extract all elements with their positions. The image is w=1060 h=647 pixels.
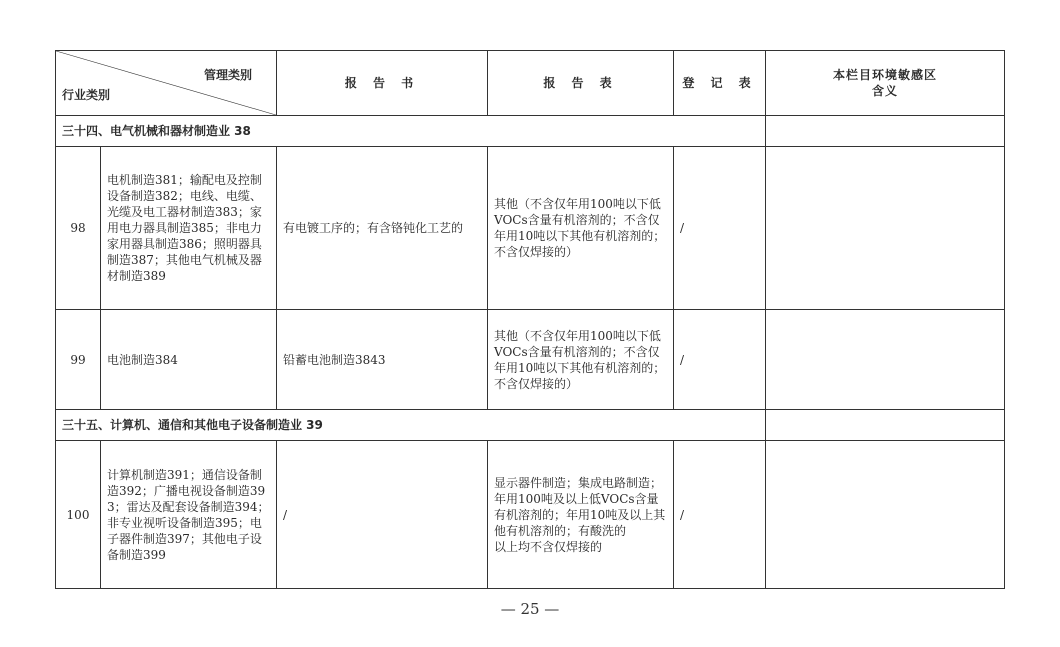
report-book-cell: 铅蓄电池制造3843 [277, 310, 488, 410]
register-cell: / [674, 310, 766, 410]
section-sensitive-cell [766, 116, 1005, 147]
section-row [56, 116, 1005, 147]
report-book-cell: / [277, 441, 488, 589]
report-form-cell [488, 441, 674, 589]
management-category-label: 管理类别 [203, 68, 252, 82]
section-title: 三十四、电气机械和器材制造业 38 [56, 116, 766, 147]
industry-cell: 计算机制造391；通信设备制造392；广播电视设备制造393；雷达及配套设备制造394；非专业视听设备制造395；电子器件制造397；其他电子设备制造399 [101, 441, 277, 589]
table-row [56, 147, 1005, 310]
classification-table [55, 50, 1005, 589]
industry-cell: 电池制造384 [101, 310, 277, 410]
row-number: 99 [56, 310, 101, 410]
col-report-form: 报 告 表 [488, 51, 674, 116]
sensitive-cell [766, 441, 1005, 589]
col-sensitive-area [766, 51, 1005, 116]
table-row [56, 310, 1005, 410]
row-number: 100 [56, 441, 101, 589]
sensitive-cell [766, 147, 1005, 310]
col-sensitive-line1: 本栏目环境敏感区 [832, 68, 937, 82]
section-title: 三十五、计算机、通信和其他电子设备制造业 39 [56, 410, 766, 441]
report-form-cell: 其他（不含仅年用100吨以下低VOCs含量有机溶剂的；不含仅年用10吨以下其他有机溶剂的；不含仅焊接的） [488, 147, 674, 310]
report-book-cell: 有电镀工序的；有含铬钝化工艺的 [277, 147, 488, 310]
row-number: 98 [56, 147, 101, 310]
sensitive-cell [766, 310, 1005, 410]
col-sensitive-line2: 含义 [871, 84, 898, 98]
col-register: 登 记 表 [674, 51, 766, 116]
col-report-book: 报 告 书 [277, 51, 488, 116]
diagonal-line [56, 51, 276, 115]
report-form-cell: 其他（不含仅年用100吨以下低VOCs含量有机溶剂的；不含仅年用10吨以下其他有机溶剂的；不含仅焊接的） [488, 310, 674, 410]
register-cell: / [674, 147, 766, 310]
section-sensitive-cell [766, 410, 1005, 441]
register-cell: / [674, 441, 766, 589]
section-row [56, 410, 1005, 441]
report-form-note: 以上均不含仅焊接的 [494, 539, 603, 554]
header-row [56, 51, 1005, 116]
page-number: — 25 — [500, 600, 560, 618]
table-row [56, 441, 1005, 589]
report-form-text: 显示器件制造；集成电路制造；年用100吨及以上低VOCs含量有机溶剂的；年用10吨及以上其他有机溶剂的；有酸洗的 [494, 475, 666, 538]
diagonal-header-cell [56, 51, 277, 116]
industry-category-label: 行业类别 [62, 88, 111, 102]
industry-cell: 电机制造381；输配电及控制设备制造382；电线、电缆、光缆及电工器材制造383；家用电力器具制造385；非电力家用器具制造386；照明器具制造387；其他电气机械及器材制造389 [101, 147, 277, 310]
